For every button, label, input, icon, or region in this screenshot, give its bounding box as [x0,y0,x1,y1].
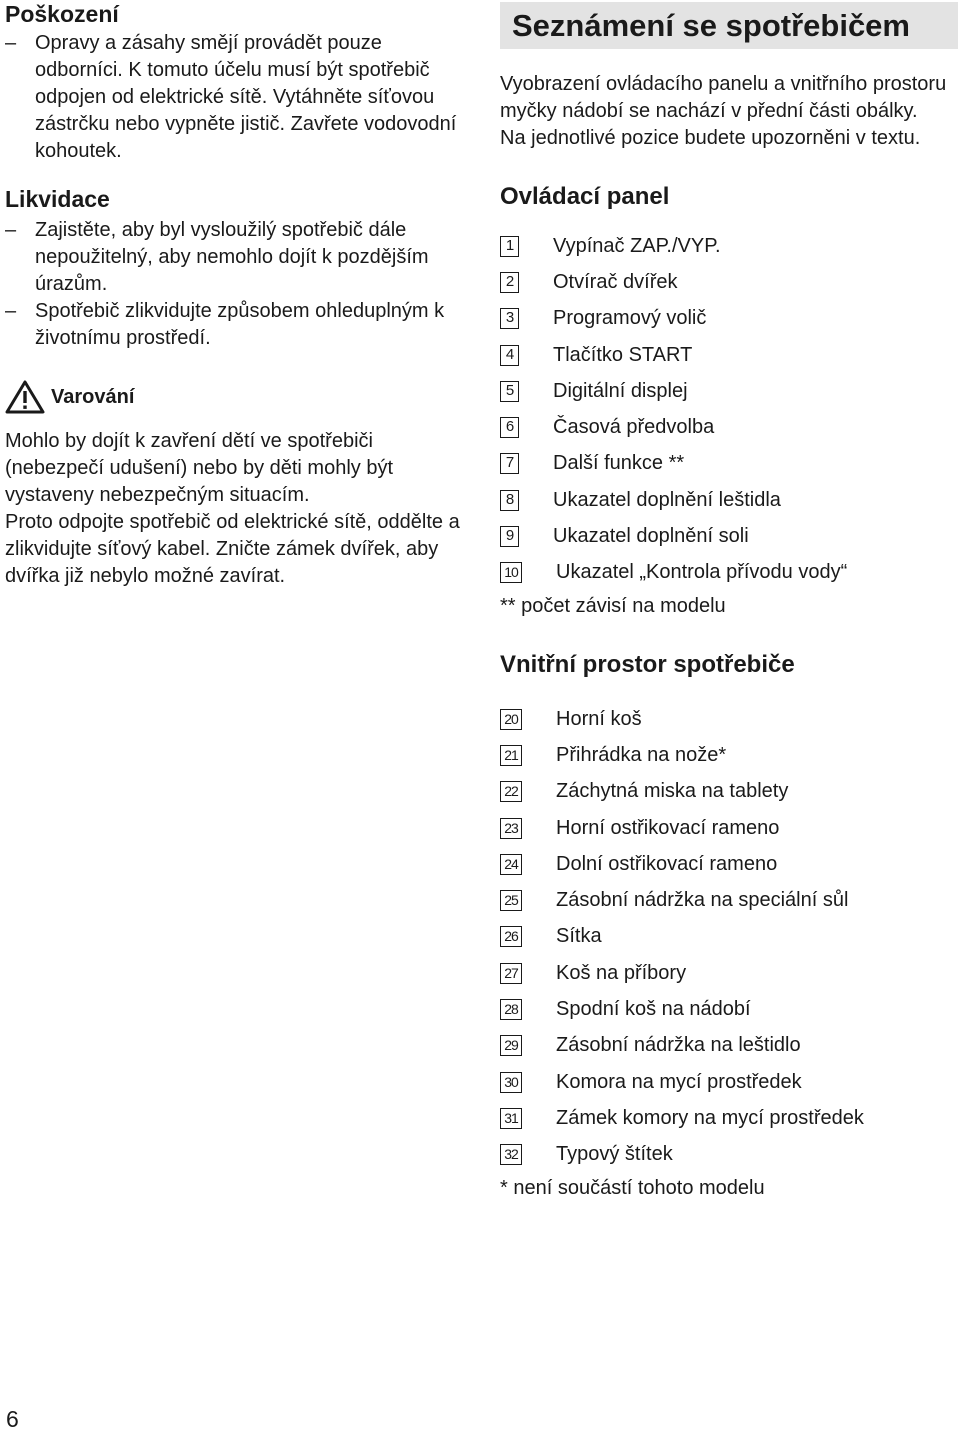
disposal-item-text: Zajistěte, aby byl vysloužilý spotřebič dále nepoužitelný, aby nemohlo dojít k pozdějším úrazům. [35,219,429,295]
list-item [500,919,960,955]
item-label: Ukazatel doplnění leštidla [553,488,781,511]
disposal-item [5,217,460,298]
position-number: 31 [500,1108,522,1129]
position-number: 2 [500,272,519,293]
position-number: 3 [500,308,519,329]
item-label: Další funkce ** [553,452,685,475]
item-label: Otvírač dvířek [553,270,678,293]
list-item [500,701,960,737]
position-number: 32 [500,1144,522,1165]
dash-bullet: – [5,32,17,54]
position-number: 26 [500,926,522,947]
list-item [500,1064,960,1100]
intro-paragraph: Vyobrazení ovládacího panelu a vnitřního prostoru myčky nádobí se nachází v přední části obálky. [500,73,947,122]
position-number: 21 [500,745,522,766]
control-panel-list [500,228,960,591]
list-item [500,337,960,373]
item-label: Ukazatel „Kontrola přívodu vody“ [556,561,848,584]
right-column [500,0,960,1202]
item-label: Zásobní nádržka na speciální sůl [556,889,849,912]
position-number: 8 [500,490,519,511]
position-number: 24 [500,854,522,875]
item-label: Záchytná miska na tablety [556,780,789,803]
position-number: 10 [500,562,522,583]
list-item [500,882,960,918]
list-item [500,1137,960,1173]
dash-bullet: – [5,219,17,241]
list-item [500,264,960,300]
item-label: Komora na mycí prostředek [556,1070,802,1093]
item-label: Typový štítek [556,1143,673,1166]
left-column [5,0,460,590]
item-label: Sítka [556,925,602,948]
position-number: 4 [500,345,519,366]
position-number: 30 [500,1072,522,1093]
position-number: 22 [500,781,522,802]
warning-paragraph: Mohlo by dojít k zavření dětí ve spotřebiči (nebezpečí udušení) nebo by děti mohly být vystaveny nebezpečným situacím. [5,430,394,506]
position-number: 9 [500,526,519,547]
disposal-list [5,217,460,352]
item-label: Přihrádka na nože* [556,743,727,766]
list-item [500,810,960,846]
position-number: 27 [500,963,522,984]
item-label: Časová předvolba [553,416,715,439]
list-item [500,555,960,591]
list-item [500,518,960,554]
list-item [500,955,960,991]
disposal-item-text: Spotřebič zlikvidujte způsobem ohleduplným k životnímu prostředí. [35,300,445,349]
item-label: Tlačítko START [553,343,693,366]
position-number: 28 [500,999,522,1020]
list-item [500,774,960,810]
disposal-item [5,298,460,352]
intro-paragraph: Na jednotlivé pozice budete upozorněni v textu. [500,127,921,149]
control-panel-heading: Ovládací panel [500,183,670,210]
item-label: Zámek komory na mycí prostředek [556,1106,864,1129]
interior-heading: Vnitřní prostor spotřebiče [500,650,795,678]
warning-paragraph: Proto odpojte spotřebič od elektrické sítě, oddělte a zlikvidujte síťový kabel. Zničte zámek dvířek, aby dvířka již nebylo možné zavírat. [5,511,460,587]
damage-item [5,30,460,165]
disposal-heading: Likvidace [5,186,110,212]
list-item [500,737,960,773]
item-label: Koš na příbory [556,961,687,984]
warning-title: Varování [51,385,135,408]
position-number: 23 [500,818,522,839]
position-number: 7 [500,453,519,474]
position-number: 20 [500,709,522,730]
position-number: 25 [500,890,522,911]
list-item [500,409,960,445]
list-item [500,228,960,264]
interior-list [500,701,960,1173]
list-item [500,846,960,882]
list-item [500,1028,960,1064]
damage-heading: Poškození [5,1,119,27]
damage-list [5,30,460,165]
item-label: Vypínač ZAP./VYP. [553,234,721,257]
warning-header [5,380,460,414]
position-number: 29 [500,1035,522,1056]
list-item [500,373,960,409]
item-label: Spodní koš na nádobí [556,997,751,1020]
item-label: Programový volič [553,307,707,330]
item-label: Zásobní nádržka na leštidlo [556,1034,801,1057]
item-label: Horní koš [556,707,642,730]
position-number: 1 [500,236,519,257]
position-number: 5 [500,381,519,402]
list-item [500,301,960,337]
section-title-bar: Seznámení se spotřebičem [500,2,958,49]
position-number: 6 [500,417,519,438]
damage-item-text: Opravy a zásahy smějí provádět pouze odborníci. K tomuto účelu musí být spotřebič odpojen od elektrické sítě. Vytáhněte síťovou zástrčku nebo vypněte jistič. Zavřete vodovodní kohoutek. [35,32,457,162]
list-item [500,991,960,1027]
item-label: Digitální displej [553,379,688,402]
page-number: 6 [6,1406,19,1432]
list-item [500,482,960,518]
item-label: Horní ostřikovací rameno [556,816,780,839]
list-item [500,1100,960,1136]
item-label: Ukazatel doplnění soli [553,525,749,548]
footnote: ** počet závisí na modelu [500,594,726,617]
dash-bullet: – [5,300,17,322]
warning-triangle-icon [5,380,45,414]
footnote: * není součástí tohoto modelu [500,1176,765,1199]
list-item [500,446,960,482]
item-label: Dolní ostřikovací rameno [556,852,778,875]
